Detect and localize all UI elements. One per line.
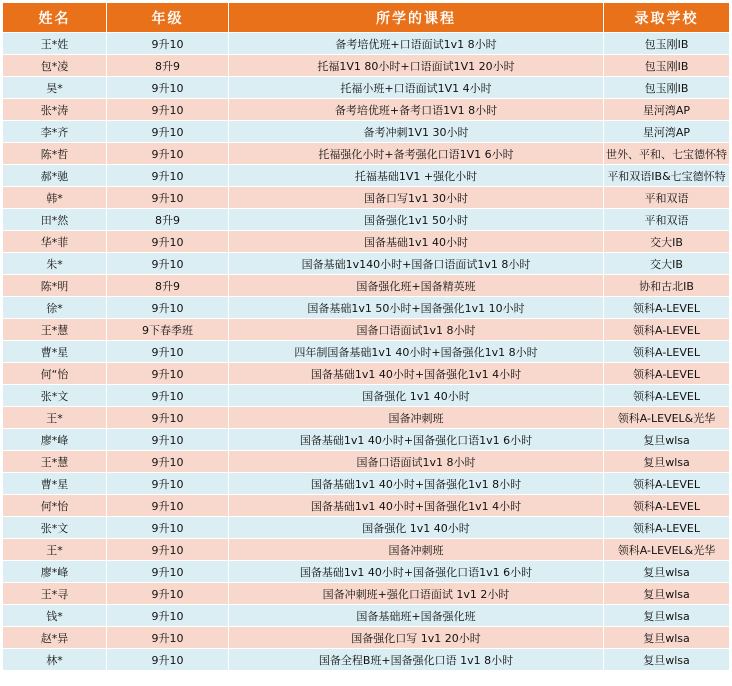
table-row (3, 539, 730, 561)
cell-course: 国备全程B班+国备强化口语 1v1 8小时 (229, 649, 604, 671)
table-row (3, 341, 730, 363)
cell-course: 国备基础1v1 40小时 (229, 231, 604, 253)
header-grade: 年级 (107, 3, 229, 33)
cell-admitted-school: 平和双语IB&七宝德怀特 (604, 165, 730, 187)
table-row (3, 627, 730, 649)
cell-course: 国备强化 1v1 40小时 (229, 385, 604, 407)
cell-course: 托福1V1 80小时+口语面试1V1 20小时 (229, 55, 604, 77)
table-row (3, 363, 730, 385)
cell-course: 备考培优班+备考口语1V1 8小时 (229, 99, 604, 121)
cell-admitted-school: 世外、平和、七宝德怀特 (604, 143, 730, 165)
cell-grade: 9升10 (107, 143, 229, 165)
table-row (3, 605, 730, 627)
cell-student-name: 何*怡 (3, 495, 107, 517)
table-row (3, 451, 730, 473)
cell-student-name: 包*凌 (3, 55, 107, 77)
cell-student-name: 王* (3, 407, 107, 429)
cell-course: 国备冲刺班+强化口语面试 1v1 2小时 (229, 583, 604, 605)
cell-course: 国备口语面试1v1 8小时 (229, 451, 604, 473)
cell-student-name: 陈*明 (3, 275, 107, 297)
cell-course: 国备口写1v1 30小时 (229, 187, 604, 209)
header-course: 所学的课程 (229, 3, 604, 33)
cell-course: 托福强化小时+备考强化口语1V1 6小时 (229, 143, 604, 165)
cell-grade: 8升9 (107, 209, 229, 231)
cell-student-name: 张*文 (3, 517, 107, 539)
cell-course: 国备强化班+国备精英班 (229, 275, 604, 297)
cell-admitted-school: 平和双语 (604, 187, 730, 209)
cell-student-name: 王*慧 (3, 451, 107, 473)
cell-course: 托福基础1V1 +强化小时 (229, 165, 604, 187)
cell-course: 国备基础1v1 40小时+国备强化1v1 4小时 (229, 495, 604, 517)
cell-grade: 9升10 (107, 605, 229, 627)
cell-grade: 9升10 (107, 165, 229, 187)
cell-grade: 9升10 (107, 451, 229, 473)
cell-admitted-school: 领科A-LEVEL (604, 517, 730, 539)
table-row (3, 583, 730, 605)
cell-student-name: 王*寻 (3, 583, 107, 605)
cell-student-name: 韩* (3, 187, 107, 209)
cell-admitted-school: 复旦wlsa (604, 649, 730, 671)
cell-course: 国备基础1v1 40小时+国备强化口语1v1 6小时 (229, 561, 604, 583)
admissions-table (2, 2, 730, 671)
cell-course: 国备强化口写 1v1 20小时 (229, 627, 604, 649)
cell-admitted-school: 包玉刚IB (604, 77, 730, 99)
cell-student-name: 郝*驰 (3, 165, 107, 187)
cell-admitted-school: 交大IB (604, 231, 730, 253)
table-row (3, 275, 730, 297)
cell-course: 国备冲刺班 (229, 539, 604, 561)
cell-student-name: 张*文 (3, 385, 107, 407)
cell-student-name: 徐* (3, 297, 107, 319)
cell-admitted-school: 复旦wlsa (604, 627, 730, 649)
cell-admitted-school: 复旦wlsa (604, 561, 730, 583)
table-row (3, 121, 730, 143)
cell-admitted-school: 领科A-LEVEL&光华 (604, 539, 730, 561)
cell-student-name: 王* (3, 539, 107, 561)
cell-student-name: 钱* (3, 605, 107, 627)
header-school: 录取学校 (604, 3, 730, 33)
cell-grade: 9升10 (107, 407, 229, 429)
cell-student-name: 陈*哲 (3, 143, 107, 165)
cell-admitted-school: 领科A-LEVEL (604, 297, 730, 319)
cell-course: 国备基础1v140小时+国备口语面试1v1 8小时 (229, 253, 604, 275)
cell-admitted-school: 领科A-LEVEL (604, 341, 730, 363)
cell-student-name: 王*慧 (3, 319, 107, 341)
cell-admitted-school: 包玉刚IB (604, 55, 730, 77)
cell-admitted-school: 复旦wlsa (604, 605, 730, 627)
cell-grade: 9升10 (107, 385, 229, 407)
cell-course: 国备基础班+国备强化班 (229, 605, 604, 627)
table-row (3, 561, 730, 583)
cell-admitted-school: 星河湾AP (604, 99, 730, 121)
cell-admitted-school: 平和双语 (604, 209, 730, 231)
cell-admitted-school: 包玉刚IB (604, 33, 730, 55)
table-row (3, 495, 730, 517)
cell-course: 国备口语面试1v1 8小时 (229, 319, 604, 341)
cell-admitted-school: 复旦wlsa (604, 451, 730, 473)
table-row (3, 649, 730, 671)
cell-admitted-school: 复旦wlsa (604, 429, 730, 451)
cell-grade: 9升10 (107, 517, 229, 539)
cell-student-name: 林* (3, 649, 107, 671)
cell-grade: 9升10 (107, 495, 229, 517)
cell-grade: 9升10 (107, 539, 229, 561)
table-row (3, 473, 730, 495)
table-row (3, 187, 730, 209)
table-row (3, 231, 730, 253)
cell-grade: 8升9 (107, 275, 229, 297)
cell-admitted-school: 领科A-LEVEL (604, 319, 730, 341)
cell-student-name: 王*姓 (3, 33, 107, 55)
cell-admitted-school: 交大IB (604, 253, 730, 275)
cell-student-name: 廖*峰 (3, 429, 107, 451)
table-row (3, 385, 730, 407)
cell-course: 四年制国备基础1v1 40小时+国备强化1v1 8小时 (229, 341, 604, 363)
table-row (3, 319, 730, 341)
cell-student-name: 曹*星 (3, 341, 107, 363)
cell-grade: 9升10 (107, 473, 229, 495)
cell-student-name: 李*齐 (3, 121, 107, 143)
cell-grade: 9升10 (107, 77, 229, 99)
cell-admitted-school: 领科A-LEVEL (604, 385, 730, 407)
cell-grade: 9升10 (107, 561, 229, 583)
cell-course: 备考冲刺1V1 30小时 (229, 121, 604, 143)
cell-course: 国备基础1v1 50小时+国备强化1v1 10小时 (229, 297, 604, 319)
cell-grade: 9升10 (107, 253, 229, 275)
cell-student-name: 廖*峰 (3, 561, 107, 583)
cell-grade: 9升10 (107, 187, 229, 209)
cell-admitted-school: 领科A-LEVEL (604, 363, 730, 385)
cell-grade: 9升10 (107, 341, 229, 363)
cell-grade: 9升10 (107, 627, 229, 649)
cell-course: 国备强化1v1 50小时 (229, 209, 604, 231)
cell-grade: 9升10 (107, 121, 229, 143)
table-row (3, 209, 730, 231)
table-row (3, 517, 730, 539)
table-header (3, 3, 730, 33)
table-row (3, 407, 730, 429)
cell-student-name: 田*然 (3, 209, 107, 231)
table-body (3, 33, 730, 671)
cell-grade: 9升10 (107, 99, 229, 121)
cell-admitted-school: 领科A-LEVEL&光华 (604, 407, 730, 429)
header-row (3, 3, 730, 33)
cell-grade: 8升9 (107, 55, 229, 77)
table-row (3, 55, 730, 77)
cell-admitted-school: 星河湾AP (604, 121, 730, 143)
header-name: 姓名 (3, 3, 107, 33)
cell-course: 备考培优班+口语面试1v1 8小时 (229, 33, 604, 55)
cell-student-name: 昊* (3, 77, 107, 99)
cell-course: 国备强化 1v1 40小时 (229, 517, 604, 539)
cell-grade: 9升10 (107, 33, 229, 55)
table-row (3, 253, 730, 275)
cell-course: 托福小班+口语面试1V1 4小时 (229, 77, 604, 99)
cell-student-name: 华*菲 (3, 231, 107, 253)
cell-course: 国备冲刺班 (229, 407, 604, 429)
table-row (3, 165, 730, 187)
table-row (3, 429, 730, 451)
cell-admitted-school: 协和古北IB (604, 275, 730, 297)
cell-course: 国备基础1v1 40小时+国备强化1v1 8小时 (229, 473, 604, 495)
table-row (3, 297, 730, 319)
cell-admitted-school: 领科A-LEVEL (604, 473, 730, 495)
table-row (3, 99, 730, 121)
cell-grade: 9升10 (107, 649, 229, 671)
cell-grade: 9下春季班 (107, 319, 229, 341)
cell-student-name: 张*涛 (3, 99, 107, 121)
cell-grade: 9升10 (107, 583, 229, 605)
cell-student-name: 赵*异 (3, 627, 107, 649)
table-row (3, 77, 730, 99)
cell-student-name: 朱* (3, 253, 107, 275)
cell-student-name: 曹*星 (3, 473, 107, 495)
cell-grade: 9升10 (107, 429, 229, 451)
cell-student-name: 何“怡 (3, 363, 107, 385)
cell-admitted-school: 领科A-LEVEL (604, 495, 730, 517)
table-row (3, 143, 730, 165)
cell-admitted-school: 复旦wlsa (604, 583, 730, 605)
cell-grade: 9升10 (107, 363, 229, 385)
cell-course: 国备基础1v1 40小时+国备强化1v1 4小时 (229, 363, 604, 385)
cell-course: 国备基础1v1 40小时+国备强化口语1v1 6小时 (229, 429, 604, 451)
cell-grade: 9升10 (107, 231, 229, 253)
cell-grade: 9升10 (107, 297, 229, 319)
table-row (3, 33, 730, 55)
